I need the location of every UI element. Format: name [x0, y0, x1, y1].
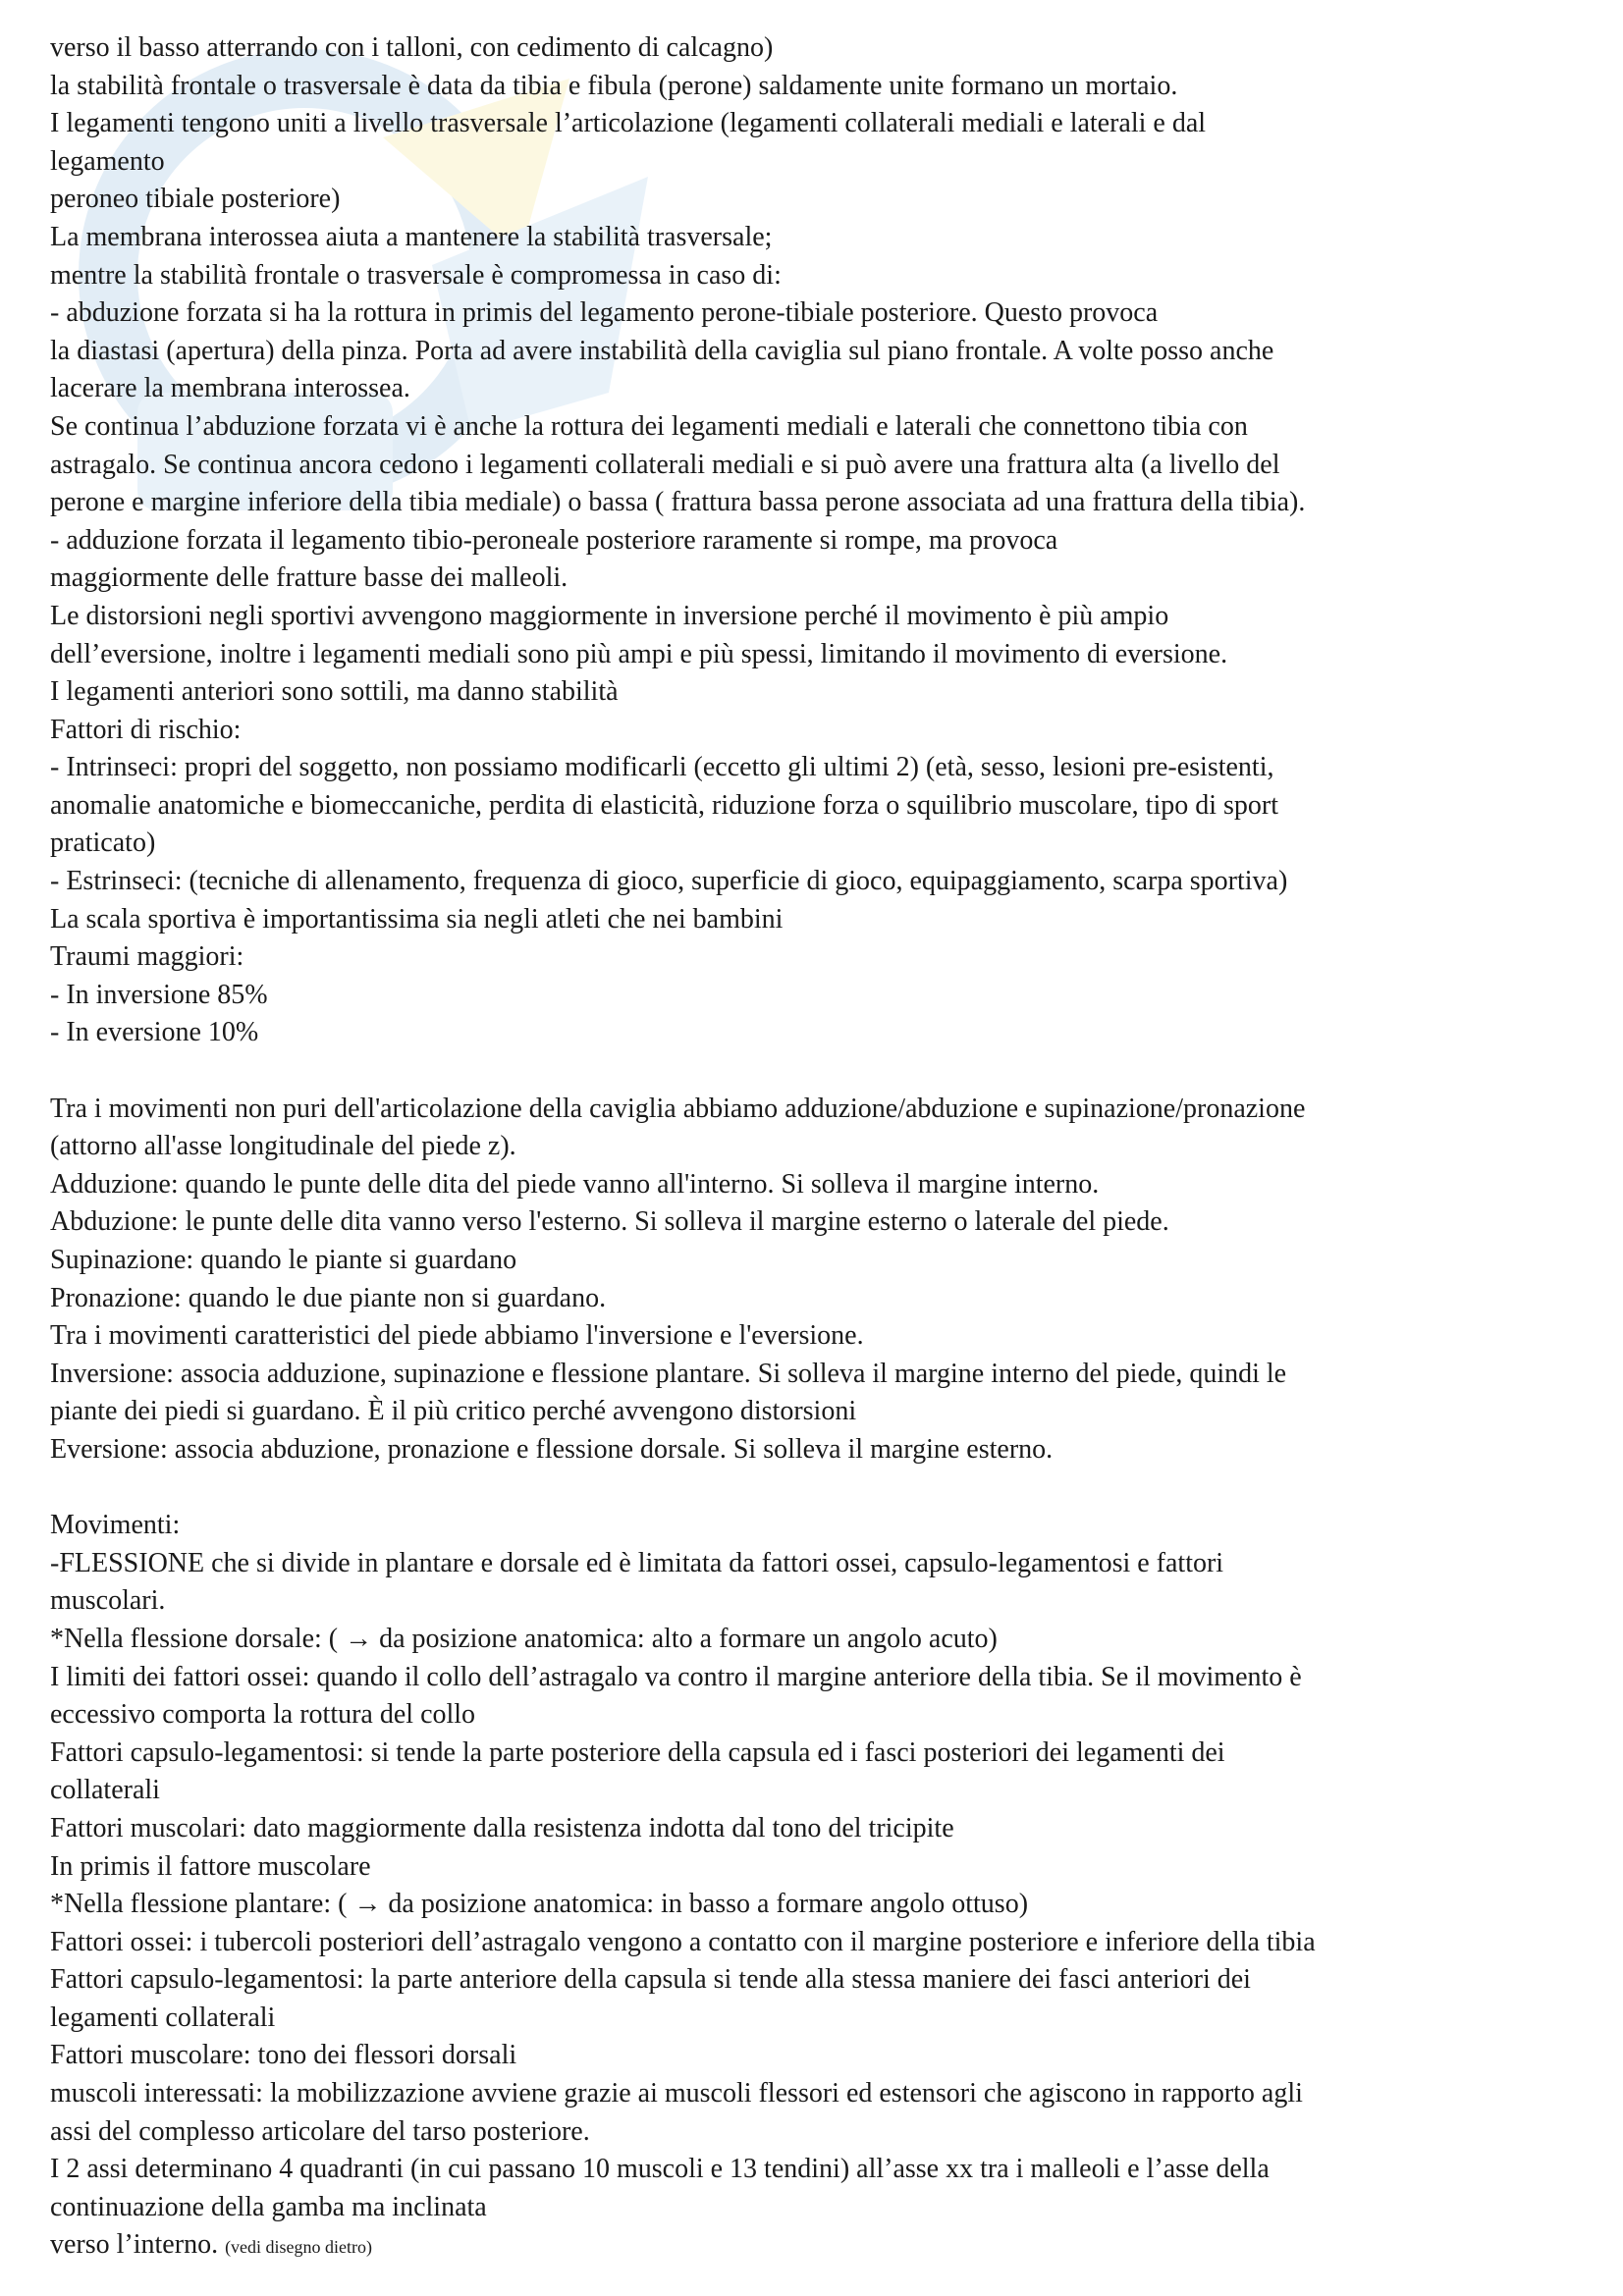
document-page: [50, 29, 1582, 2267]
text-line: maggiormente delle fratture basse dei malleoli.: [50, 562, 568, 594]
text-line: - adduzione forzata il legamento tibio-peroneale posteriore raramente si rompe, ma provoca: [50, 524, 1058, 556]
text-line: In primis il fattore muscolare: [50, 1850, 371, 1882]
text-line: - Estrinseci: (tecniche di allenamento, frequenza di gioco, superficie di gioco, equipaggiamento, scarpa sportiva): [50, 866, 1288, 897]
text-line: perone e margine inferiore della tibia mediale) o bassa ( frattura bassa perone associata ad una frattura della tibia).: [50, 487, 1306, 518]
text-line: *Nella flessione dorsale: ( → da posizione anatomica: alto a formare un angolo acuto): [50, 1623, 998, 1654]
text-line: mentre la stabilità frontale o trasversale è compromessa in caso di:: [50, 259, 782, 291]
text-line: Movimenti:: [50, 1510, 181, 1541]
last-line-text: verso l’interno.: [50, 2229, 219, 2261]
text-line: Fattori muscolare: tono dei flessori dorsali: [50, 2040, 517, 2071]
text-line: la diastasi (apertura) della pinza. Porta ad avere instabilità della caviglia sul piano frontale. A volte posso anche: [50, 335, 1274, 366]
text-line: continuazione della gamba ma inclinata: [50, 2191, 487, 2222]
text-line: Inversione: associa adduzione, supinazione e flessione plantare. Si solleva il margine interno del piede, quindi le: [50, 1358, 1287, 1389]
text-line: Abduzione: le punte delle dita vanno verso l'esterno. Si solleva il margine esterno o laterale del piede.: [50, 1206, 1169, 1238]
text-line: - In inversione 85%: [50, 979, 268, 1010]
text-line: *Nella flessione plantare: ( → da posizione anatomica: in basso a formare angolo ottuso): [50, 1889, 1029, 1920]
text-line: assi del complesso articolare del tarso posteriore.: [50, 2115, 590, 2147]
text-line: muscolari.: [50, 1585, 166, 1617]
drawing-note: (vedi disegno dietro): [225, 2237, 373, 2258]
text-line: La membrana interossea aiuta a mantenere la stabilità trasversale;: [50, 221, 773, 252]
text-line: - Intrinseci: propri del soggetto, non possiamo modificarli (eccetto gli ultimi 2) (età, sesso, lesioni pre-esistenti,: [50, 752, 1274, 783]
text-line: Eversione: associa abduzione, pronazione e flessione dorsale. Si solleva il margine esterno.: [50, 1433, 1054, 1465]
text-line: muscoli interessati: la mobilizzazione avviene grazie ai muscoli flessori ed estensori che agiscono in rapporto agli: [50, 2078, 1303, 2109]
text-line: astragalo. Se continua ancora cedono i legamenti collaterali mediali e si può avere una frattura alta (a livello del: [50, 449, 1280, 480]
text-line: - In eversione 10%: [50, 1017, 259, 1048]
text-line: -FLESSIONE che si divide in plantare e dorsale ed è limitata da fattori ossei, capsulo-legamentosi e fattori: [50, 1547, 1224, 1578]
text-line: legamento: [50, 145, 165, 177]
text-line: Pronazione: quando le due piante non si guardano.: [50, 1282, 607, 1313]
text-line-last: [50, 2226, 1582, 2267]
text-line: dell’eversione, inoltre i legamenti mediali sono più ampi e più spessi, limitando il movimento di eversione.: [50, 638, 1228, 669]
text-line: praticato): [50, 828, 156, 859]
text-line: Fattori di rischio:: [50, 714, 242, 745]
text-line: Fattori capsulo-legamentosi: si tende la parte posteriore della capsula ed i fasci posteriori dei legamenti dei: [50, 1736, 1225, 1768]
text-line: piante dei piedi si guardano. È il più critico perché avvengono distorsioni: [50, 1396, 857, 1427]
text-line: la stabilità frontale o trasversale è data da tibia e fibula (perone) saldamente unite formano un mortaio.: [50, 70, 1178, 101]
text-line: La scala sportiva è importantissima sia negli atleti che nei bambini: [50, 903, 784, 934]
text-line: Traumi maggiori:: [50, 941, 244, 973]
text-line: - abduzione forzata si ha la rottura in primis del legamento perone-tibiale posteriore. Questo provoca: [50, 297, 1159, 329]
text-line: Tra i movimenti non puri dell'articolazione della caviglia abbiamo adduzione/abduzione e supinazione/pronazione: [50, 1093, 1306, 1124]
text-line: Fattori ossei: i tubercoli posteriori dell’astragalo vengono a contatto con il margine posteriore e inferiore della tibia: [50, 1926, 1316, 1957]
text-line: verso il basso atterrando con i talloni, con cedimento di calcagno): [50, 32, 774, 63]
text-line: I 2 assi determinano 4 quadranti (in cui passano 10 muscoli e 13 tendini) all’asse xx tra i malleoli e l’asse della: [50, 2154, 1270, 2185]
text-line: anomalie anatomiche e biomeccaniche, perdita di elasticità, riduzione forza o squilibrio muscolare, tipo di sport: [50, 789, 1279, 821]
text-line: collaterali: [50, 1775, 160, 1806]
text-line: [50, 1052, 1582, 1091]
text-line: I limiti dei fattori ossei: quando il collo dell’astragalo va contro il margine anteriore della tibia. Se il movimento è: [50, 1661, 1302, 1692]
text-line: Supinazione: quando le piante si guardano: [50, 1245, 517, 1275]
text-line: peroneo tibiale posteriore): [50, 184, 341, 215]
text-line: legamenti collaterali: [50, 2002, 276, 2033]
text-line: Adduzione: quando le punte delle dita del piede vanno all'interno. Si solleva il margine interno.: [50, 1168, 1100, 1200]
text-line: Fattori muscolari: dato maggiormente dalla resistenza indotta dal tono del tricipite: [50, 1812, 954, 1843]
text-line: [50, 1469, 1582, 1508]
text-line: I legamenti anteriori sono sottili, ma danno stabilità: [50, 676, 619, 708]
text-line: Le distorsioni negli sportivi avvengono maggiormente in inversione perché il movimento è più ampio: [50, 600, 1169, 631]
text-line: Tra i movimenti caratteristici del piede abbiamo l'inversione e l'eversione.: [50, 1320, 864, 1352]
text-line: eccessivo comporta la rottura del collo: [50, 1699, 476, 1731]
text-line: Fattori capsulo-legamentosi: la parte anteriore della capsula si tende alla stessa maniere dei fasci anteriori dei: [50, 1964, 1251, 1996]
text-line: (attorno all'asse longitudinale del piede z).: [50, 1131, 516, 1162]
text-line: lacerare la membrana interossea.: [50, 373, 410, 404]
text-line: Se continua l’abduzione forzata vi è anche la rottura dei legamenti mediali e laterali che connettono tibia con: [50, 410, 1248, 442]
text-line: I legamenti tengono uniti a livello trasversale l’articolazione (legamenti collaterali mediali e laterali e dal: [50, 108, 1207, 139]
